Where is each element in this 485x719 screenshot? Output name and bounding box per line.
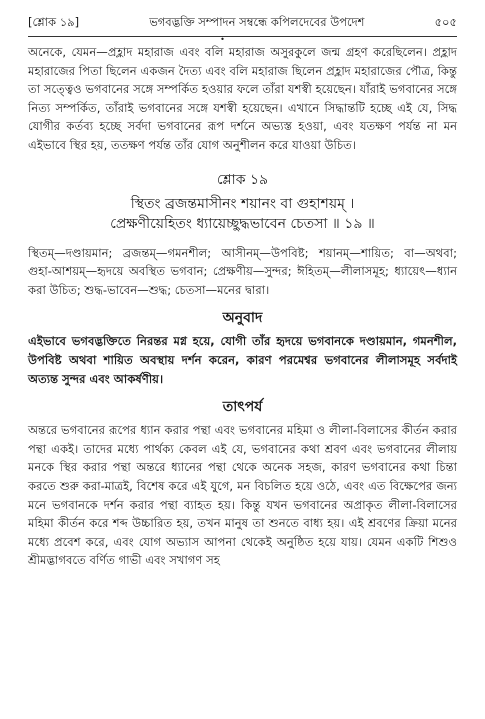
word-for-word-synonyms: স্থিতম্—দণ্ডায়মান; ব্রজন্তম্—গমনশীল; আসীনম্—উপবিষ্ট; শয়ানম্—শায়িত; বা—অথবা; গুহা-আশয়ম্—হৃদয়ে অবস্থিত ভগবান; প্রেক্ষণীয়—সুন্দর; ঈহিতম্—লীলাসমূহ; ধ্যায়েৎ—ধ্যান করা উচিত; শুদ্ধ-ভাবেন—শুদ্ধ; চেতসা—মনের দ্বারা।	[28, 245, 457, 297]
purport-text: অন্তরে ভগবানের রূপের ধ্যান করার পন্থা এবং ভগবানের মহিমা ও লীলা-বিলাসের কীর্তন করার পন্থা একই। তাদের মধ্যে পার্থক্য কেবল এই যে, ভগবানের কথা শ্রবণ এবং ভগবানের লীলায় মনকে স্থির করার পন্থা অন্তরে ধ্যানের পন্থা থেকে অনেক সহজ, কারণ ভগবানের কথা চিন্তা করতে শুরু করা-মাত্রই, বিশেষ করে এই যুগে, মন বিচলিত হয়ে ওঠে, এবং এত বিক্ষেপের জন্য মনে ভগবানকে দর্শন করার পন্থা ব্যাহত হয়। কিন্তু যখন ভগবানের অপ্রাকৃত লীলা-বিলাসের মহিমা কীর্তন করে শব্দ উচ্চারিত হয়, তখন মানুষ তা শুনতে বাধ্য হয়। এই শ্রবণের ক্রিয়া মনের মধ্যে প্রবেশ করে, এবং যোগ অভ্যাস আপনা থেকেই অনুষ্ঠিত হয়ে যায়। যেমন একটি শিশুও শ্রীমদ্ভাগবতে বর্ণিত গাভী এবং সখাগণ সহ	[28, 423, 457, 568]
print-speck: •	[220, 35, 225, 44]
page-number: ৫০৫	[434, 15, 457, 29]
continuing-purport-paragraph: অনেকে, যেমন—প্রহ্লাদ মহারাজ এবং বলি মহারাজ অসুরকুলে জন্ম গ্রহণ করেছিলেন। প্রহ্লাদ মহারাজের পিতা ছিলেন একজন দৈত্য এবং বলি মহারাজ ছিলেন প্রহ্লাদ মহারাজের পৌত্র, কিন্তু তা সত্ত্বেও ভগবানের সঙ্গে সম্পর্কিত হওয়ার ফলে তাঁরা যশস্বী হয়েছেন। যাঁরাই ভগবানের সঙ্গে নিত্য সম্পর্কিত, তাঁরাই ভগবানের সঙ্গে যশস্বী হয়েছেন। এখানে সিদ্ধান্তটি হচ্ছে এই যে, সিদ্ধ যোগীর কর্তব্য হচ্ছে সর্বদা ভগবানের রূপ দর্শনে অভ্যস্ত হওয়া, এবং যতক্ষণ পর্যন্ত না মন এইভাবে স্থির হয়, ততক্ষণ পর্যন্ত তাঁর যোগ অনুশীলন করে যাওয়া উচিত।	[28, 45, 457, 152]
verse-line-1: স্থিতং ব্রজন্তমাসীনং শয়ানং বা গুহাশয়ম্ ।	[130, 195, 355, 212]
purport-heading: তাৎপর্য	[222, 399, 263, 416]
translation-heading: অনুবাদ	[222, 310, 263, 327]
verse-number: শ্লোক ১৯	[216, 171, 269, 188]
translation-text: এইভাবে ভগবদ্ভক্তিতে নিরন্তর মগ্ন হয়ে, যোগী তাঁর হৃদয়ে ভগবানকে দণ্ডায়মান, গমনশীল, উপবিষ্ট অথবা শায়িত অবস্থায় দর্শন করেন, কারণ পরমেশ্বর ভগবানের লীলাসমূহ সর্বদাই অত্যন্ত সুন্দর এবং আকর্ষণীয়।	[28, 334, 457, 386]
running-header	[28, 14, 457, 37]
header-verse-ref: [শ্লোক ১৯]	[28, 15, 80, 29]
verse-line-2: প্রেক্ষণীয়েহিতং ধ্যায়েচ্ছুদ্ধভাবেন চেতসা ॥ ১৯ ॥	[110, 215, 375, 232]
header-chapter-title: ভগবদ্ভক্তি সম্পাদন সম্বন্ধে কপিলদেবের উপদেশ	[149, 15, 365, 29]
